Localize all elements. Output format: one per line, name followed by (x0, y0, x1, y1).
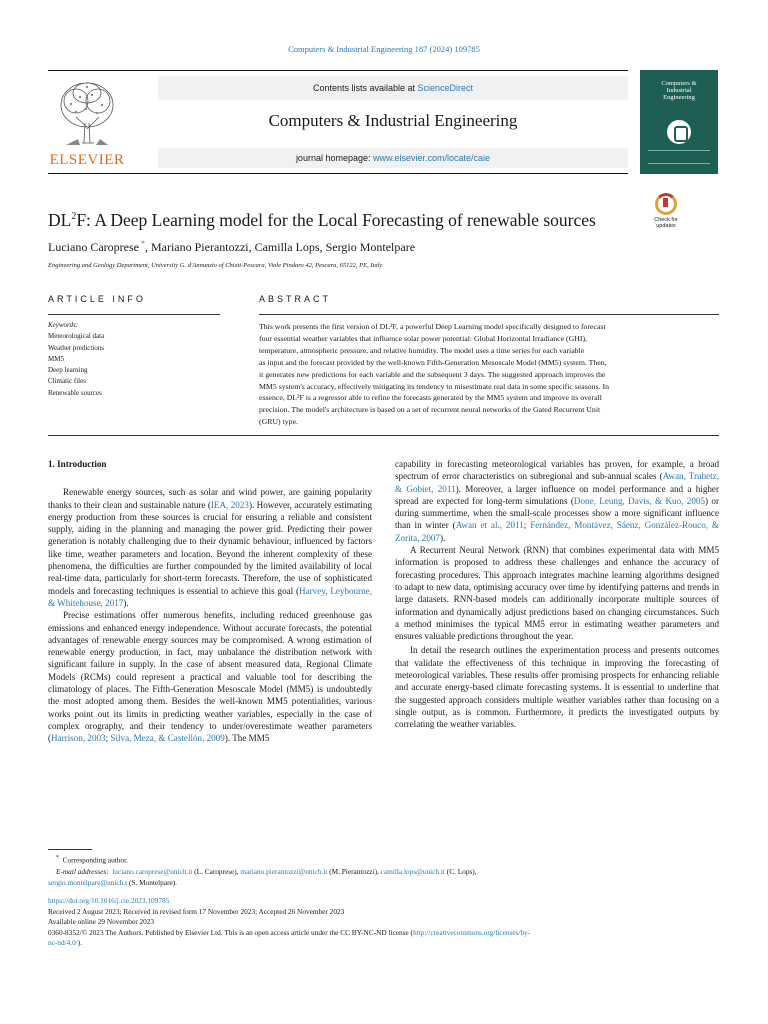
license-end: ). (77, 938, 83, 948)
cover-emblem-icon (667, 120, 691, 144)
journal-homepage-link[interactable]: www.elsevier.com/locate/caie (373, 153, 491, 163)
email-addresses-cont (48, 877, 719, 889)
author-list (48, 239, 415, 255)
body-column-right (395, 458, 719, 731)
email-link-montelpare[interactable]: sergio.montelpare@unich.t (48, 878, 128, 888)
email-link-lops[interactable]: camilla.lops@unich.it (380, 866, 445, 876)
doi-link[interactable]: https://doi.org/10.1016/j.cie.2023.109785 (48, 896, 170, 905)
masthead-center (158, 71, 628, 173)
email-owner: (M. Pierantozzi), (327, 866, 381, 876)
paragraph-text: ). (123, 597, 129, 608)
license-statement (48, 928, 719, 949)
check-updates-line-1: Check for (654, 217, 678, 223)
paragraph-text: ). (439, 532, 446, 543)
abstract-line: temperature, atmospheric pressure, and relative humidity. The model uses a time series for each variable (259, 345, 585, 355)
journal-homepage-band (158, 148, 628, 168)
contents-band (158, 76, 628, 100)
corresponding-author-mark[interactable]: * (138, 239, 145, 248)
abstract-line: essence, DL²F is a regressor able to refine the forecasts generated by the MM5 system and improve its overall (259, 393, 602, 403)
footnote-rule (48, 849, 92, 850)
license-text: 0360-8352/© 2023 The Authors. Published by Elsevier Ltd. This is an open access article under the CC BY-NC-ND license ( (48, 927, 413, 937)
abstract-line: it generates new predictions for each variable and the subsequent 3 days. The suggested approach improves the (259, 369, 606, 379)
paragraph-text: ). However, accurately estimating energy production from these sources is crucial for ensuring a reliable and consistent supply, aiding in the planning and managing the power grid. Predicting their power generation is notably challenging due to their dynamic behaviour, influenced by factors like time, weather parameters and location. Beyond the inherent complexity of these phenomena, the difficulties are further compounded by the limited availability of local real-time data, particularly for short-term forecasts. Therefore, the use of sophisticated models and forecasting techniques is essential to achieve this goal ( (48, 499, 372, 596)
cover-title-line-3: Engineering (663, 94, 695, 101)
citation-link[interactable]: Silva, Meza, & Castellón, 2009 (110, 733, 225, 744)
abstract-rule (259, 314, 719, 315)
email-owner: (C. Lops), (444, 866, 477, 876)
journal-masthead (48, 70, 628, 174)
citation-link[interactable]: Harrison, 2003 (51, 733, 106, 744)
body-column-left (48, 458, 372, 745)
paragraph-text: capability in forecasting meteorological variables has proven, for example, a broad spectrum of error characteristics on subregional and sub-annual scales ( (395, 459, 719, 482)
check-for-updates-badge[interactable] (646, 193, 686, 233)
title-superscript: 2 (71, 211, 77, 223)
paragraph-text: ). Moreover, a larger influence on model performance and a higher spread are expected for long-term simulations ( (395, 483, 720, 506)
keyword: Deep learning (48, 366, 88, 375)
keyword: Meteorological data (48, 332, 105, 341)
citation-link[interactable]: Harvey, Leybourne, & Whitehouse, 2017 (48, 585, 372, 608)
citation-link[interactable]: Done, Leung, Davis, & Kuo, 2005 (573, 495, 706, 506)
abstract-line: precision. The model's architecture is based on a set of recurrent neural networks of the Gated Recurrent Unit (259, 405, 601, 415)
elsevier-tree-icon (56, 79, 118, 149)
citation-link[interactable]: IEA, 2023 (210, 499, 249, 510)
keyword: Weather predictions (48, 343, 104, 352)
affiliation: Engineering and Geology Department, University G. d'Annunzio of Chieti-Pescara, Viale Pindaro 42, Pescara, 65122, PE, Italy (48, 262, 383, 269)
paragraph-text: Precise estimations offer numerous benefits, including reduced greenhouse gas emissions and enhanced energy independence. Without accurate forecasts, the potential advantages of renewable energy sources may be compromised. A wrong estimation of renewable energy production, in fact, may unbalance the distribution network with significant failure in supply. In the case of absent measured data, Regional Climate Models (RCMs) could represent a practical and valuable tool for describing the climatology of places. The Fifth-Generation Mesoscale Model (MM5) is undoubtedly the most adopted among them. Besides the well-known MM5 potentialities, various works point out its limits in predicting weather variables, especially in the case of complex orography, and their tendency to under/overestimate weather parameters ( (48, 610, 372, 744)
corresponding-author-note (48, 853, 719, 866)
license-link[interactable]: http://creativecommons.org/licenses/by- (413, 927, 531, 937)
journal-title: Computers & Industrial Engineering (268, 111, 518, 130)
elsevier-logo[interactable] (48, 79, 126, 169)
intro-paragraph-4: A Recurrent Neural Network (RNN) that combines experimental data with MM5 information is proposed to address these challenges and enhance the accuracy of forecasting procedures. This approach integrates machine learning algorithms designed to adapt to new data, optimising accuracy over time by identifying patterns and trends in large datasets. RNN-based models can additionally incorporate multiple sources of information and dynamically adjust predictions based on changing circumstances. Such a method minimises the typical MM5 error in estimating weather parameters and ensures valuable predictions throughout the year. (395, 545, 719, 642)
abstract-line: MM5 system's accuracy, effectively mitigating its tendency to misestimate real data in some specific seasons. In (259, 381, 609, 391)
email-owner: (L. Caroprese), (192, 866, 241, 876)
footnotes (48, 853, 719, 889)
keyword: MM5 (48, 354, 64, 363)
citation-link[interactable]: Awan et al., 2011 (455, 520, 524, 531)
cover-title (640, 80, 718, 101)
license-link-cont[interactable]: nc-nd/4.0/ (48, 938, 78, 948)
check-updates-icon (655, 193, 677, 215)
online-date: Available online 29 November 2023 (48, 917, 155, 927)
article-title (48, 210, 628, 231)
abstract-line: as input and the forecast provided by the well-known Fifth-Generation Mesoscale Model (MM5) system. Then, (259, 357, 607, 367)
abstract-line: This work presents the first version of DL²F, a powerful Deep Learning model specifically designed to forecast (259, 322, 606, 331)
abstract-line: (GRU) type. (259, 417, 298, 427)
homepage-prefix: journal homepage: (295, 153, 373, 163)
title-part-1: DL (48, 210, 72, 230)
running-head[interactable]: Computers & Industrial Engineering 187 (2024) 109785 (288, 44, 480, 54)
title-part-2: F: A Deep Learning model for the Local Forecasting of renewable sources (76, 210, 596, 230)
email-owner: (S. Montelpare). (127, 878, 177, 888)
other-authors: , Mariano Pierantozzi, Camilla Lops, Sergio Montelpare (144, 240, 416, 254)
intro-paragraph-5: In detail the research outlines the experimentation process and presents outcomes that validate the effectiveness of this technique in improving the forecasting of meteorological variables. These results offer promising prospects for enhancing reliable and accurate energy-based climate forecasting systems. It is essential to underline that the suggested approach considers multiple weather variables rather than focusing on a single output, as is common. Furthermore, it predicts the investigated outputs by correlating the weather variables. (395, 645, 719, 730)
cover-title-line-2: Industrial (666, 87, 692, 94)
cover-title-line-1: Computers & (661, 80, 697, 87)
author-caroprese[interactable]: Luciano Caroprese (48, 240, 139, 254)
paragraph-text: ) or during summertime, when the small-scale processes show a more significant influence than in winter ( (395, 495, 720, 531)
check-updates-line-2: updates (656, 223, 676, 229)
keyword: Climatic files (48, 377, 86, 386)
article-info-rule (48, 314, 220, 315)
corresponding-author-text: Corresponding author. (62, 855, 128, 865)
email-link-caroprese[interactable]: luciano.caroprese@unich.it (112, 866, 193, 876)
keywords-label: Keywords: (48, 321, 79, 329)
email-label: E-mail addresses: (56, 866, 109, 876)
front-matter-rule (48, 435, 719, 436)
publication-info (48, 896, 719, 949)
abstract-text (259, 321, 719, 428)
citation-link[interactable]: Fernández, Montávez, Sáenz, González-Rouco, & Zorita, 2007 (395, 520, 719, 543)
keyword: Renewable sources (48, 388, 102, 397)
paragraph-text: ; (523, 520, 531, 531)
journal-cover-thumbnail[interactable] (640, 70, 718, 174)
article-info-heading: ARTICLE INFO (48, 294, 146, 304)
paragraph-text: ; (105, 733, 111, 744)
intro-paragraph-2 (48, 609, 372, 744)
abstract-line: four essential weather variables that influence solar power potential: Global Horizontal Irradiance (GHI), (259, 333, 587, 343)
section-heading-introduction: 1. Introduction (48, 459, 107, 469)
sciencedirect-link[interactable]: ScienceDirect (417, 83, 474, 93)
cover-decoration (648, 150, 710, 164)
elsevier-wordmark: ELSEVIER (49, 152, 125, 168)
email-link-pierantozzi[interactable]: mariano.pierantozzi@unich.it (240, 866, 328, 876)
contents-prefix: Contents lists available at (312, 83, 418, 93)
intro-paragraph-1 (48, 486, 372, 609)
intro-paragraph-3 (395, 458, 719, 544)
paragraph-text: ). The MM5 (224, 733, 270, 744)
keywords-block (48, 320, 228, 399)
check-updates-text (646, 217, 686, 229)
abstract-heading: ABSTRACT (259, 294, 332, 304)
paragraph-text: Renewable energy sources, such as solar and wind power, are gaining popularity thanks to their clean and sustainable nature ( (48, 487, 372, 510)
footnote-mark: * (56, 855, 59, 861)
email-addresses (48, 866, 719, 878)
received-dates: Received 2 August 2023; Received in revised form 17 November 2023; Accepted 26 November 2023 (48, 906, 345, 916)
citation-link[interactable]: Awan, Truhetz, & Gobiet, 2011 (395, 471, 719, 494)
